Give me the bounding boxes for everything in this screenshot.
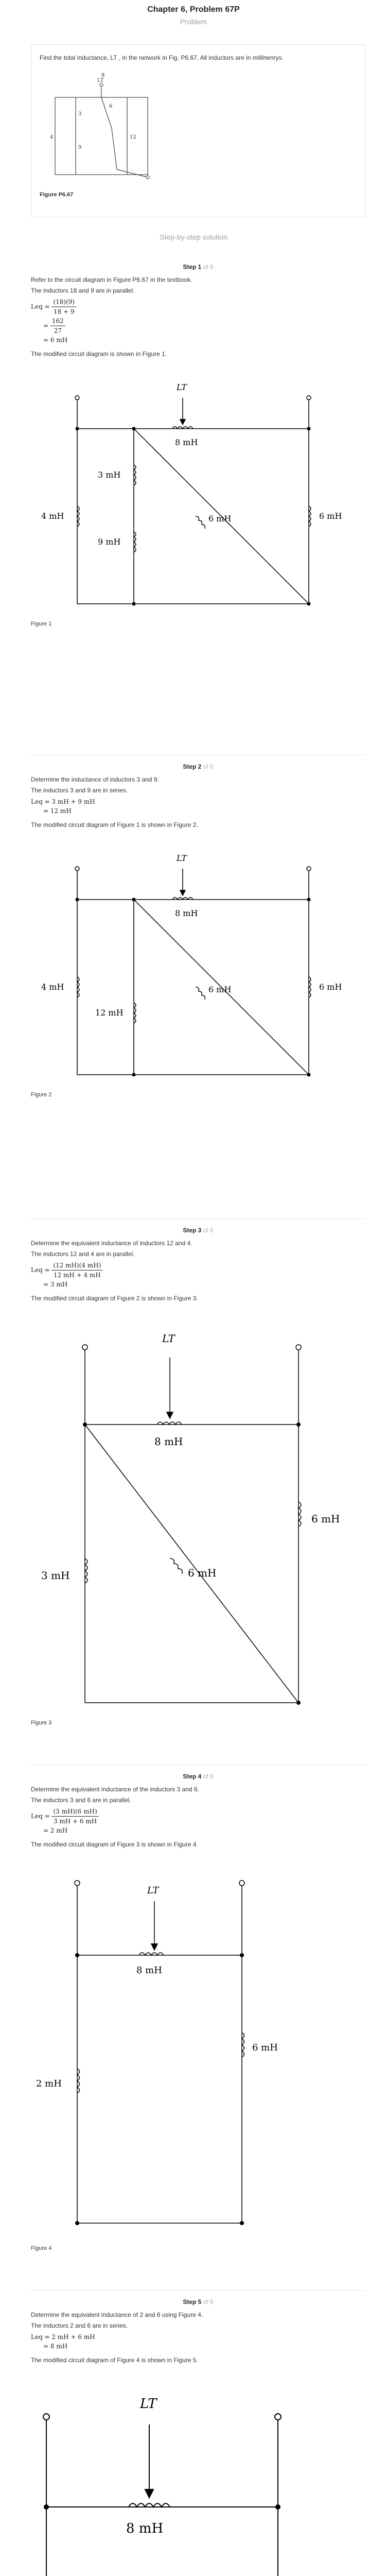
fig5-lt-label: LT (140, 2396, 157, 2412)
fig2-mid-label: 12 mH (95, 1008, 124, 1018)
fig3-right-label: 6 mH (311, 1513, 340, 1525)
step-text: Determine the equivalent inductance of inductors 12 and 4. (31, 1240, 192, 1247)
step-text: The modified circuit diagram of Figure 3 is shown in Figure 4. (31, 1841, 198, 1848)
problem-figure (40, 66, 163, 190)
fig1-lt-label: LT (177, 382, 187, 392)
fig1-mid2-label: 9 mH (98, 537, 121, 547)
figure-3 (31, 1306, 350, 1718)
step-title: Step 4 of 6 (183, 1773, 214, 1780)
step-1 (31, 260, 365, 627)
fig-p-value: 4 (50, 134, 54, 140)
problem-heading: Problem (180, 18, 207, 26)
step-title: Step 3 of 6 (183, 1227, 214, 1234)
equation: Leq = 3 mH + 9 mH = 12 mH (31, 798, 95, 815)
solution-heading: Step-by-step solution (160, 233, 227, 241)
step-text: Determine the inductance of inductors 3 and 9. (31, 776, 159, 783)
figure-caption: Figure 4 (31, 2245, 52, 2251)
fig1-diag-label: 6 mH (208, 514, 232, 523)
fig4-right-label: 6 mH (252, 2042, 278, 2053)
equation: Leq = $\frac{(18)(9)}{18 + 9}$ = $\frac{162}{27}$ = 6 mH (31, 297, 365, 345)
fig1-top-label: 8 mH (175, 437, 198, 447)
fig4-left-label: 2 mH (36, 2078, 62, 2089)
fig-p-value: 6 (109, 104, 113, 109)
fig-p-value: 8 (101, 73, 105, 78)
step-4 (31, 1770, 365, 2251)
step-title: Step 5 of 6 (183, 2298, 214, 2306)
problem-card (31, 44, 365, 217)
fig5-top-label: 8 mH (126, 2521, 164, 2536)
fig2-right-label: 6 mH (319, 982, 342, 992)
step-text: Determine the equivalent inductance of 2 and 6 using Figure 4. (31, 2311, 203, 2318)
fig1-left-label: 4 mH (41, 511, 64, 521)
step-text: The modified circuit diagram is shown in Figure 1. (31, 350, 167, 358)
figure-caption: Figure 1 (31, 621, 52, 627)
fig-p-value: LT (97, 78, 104, 83)
step-text: The inductors 3 and 9 are in series. (31, 787, 128, 794)
fig2-lt-label: LT (177, 853, 187, 863)
step-text: The inductors 12 and 4 are in parallel. (31, 1250, 135, 1258)
fig-p-value: 9 (78, 145, 82, 150)
equation: Leq = $\frac{(3 mH)(6 mH)}{3 mH + 6 mH}$ = 2 mH (31, 1807, 365, 1835)
step-text: The modified circuit diagram of Figure 1 is shown in Figure 2. (31, 821, 198, 828)
step-text: The inductors 18 and 9 are in parallel. (31, 287, 135, 294)
step-text: Determine the equivalent inductance of the inductors 3 and 6. (31, 1786, 199, 1793)
figure-1 (31, 362, 350, 619)
step-text: The inductors 2 and 6 are in series. (31, 2322, 128, 2329)
step-5 (31, 2295, 365, 2576)
fig2-diag-label: 6 mH (208, 985, 232, 994)
step-text: The inductors 3 and 6 are in parallel. (31, 1797, 131, 1804)
step-3 (31, 1224, 365, 1726)
problem-text: Find the total inductance, LT , in the network in Fig. P6.67. All inductors are in millihenrys. (40, 54, 284, 61)
figure-5 (31, 2368, 350, 2576)
fig3-lt-label: LT (162, 1332, 175, 1345)
page-title: Chapter 6, Problem 67P (147, 5, 240, 14)
fig4-lt-label: LT (147, 1885, 159, 1896)
fig2-left-label: 4 mH (41, 982, 64, 992)
equation: Leq = 2 mH + 6 mH = 8 mH (31, 2333, 95, 2350)
problem-figure-label: Figure P6.67 (40, 192, 74, 198)
figure-4 (31, 1852, 350, 2244)
equation: Leq = $\frac{(12 mH)(4 mH)}{12 mH + 4 mH}$ = 3 mH (31, 1261, 365, 1289)
divider (31, 2290, 365, 2291)
step-text: Refer to the circuit diagram in Figure P6.67 in the textbook. (31, 276, 192, 283)
fig-p-value: 12 (130, 134, 136, 140)
fig3-left-label: 3 mH (41, 1569, 70, 1582)
fig2-top-label: 8 mH (175, 908, 198, 918)
fig4-top-label: 8 mH (136, 1965, 162, 1976)
fig3-top-label: 8 mH (154, 1435, 183, 1448)
step-2 (31, 760, 365, 1098)
figure-2 (31, 833, 350, 1090)
fig-p-value: 3 (78, 111, 82, 117)
fig3-diag-label: 6 mH (188, 1567, 217, 1579)
fig1-right-label: 6 mH (319, 511, 342, 521)
step-text: The modified circuit diagram of Figure 4 is shown in Figure 5. (31, 2357, 198, 2364)
fig1-mid1-label: 3 mH (98, 470, 121, 480)
step-title: Step 2 of 6 (183, 763, 214, 770)
figure-caption: Figure 2 (31, 1092, 52, 1098)
divider (31, 1218, 365, 1219)
step-text: The modified circuit diagram of Figure 2 is shown in Figure 3. (31, 1295, 198, 1302)
step-title: Step 1 of 6 (183, 263, 214, 270)
figure-caption: Figure 3 (31, 1720, 52, 1726)
